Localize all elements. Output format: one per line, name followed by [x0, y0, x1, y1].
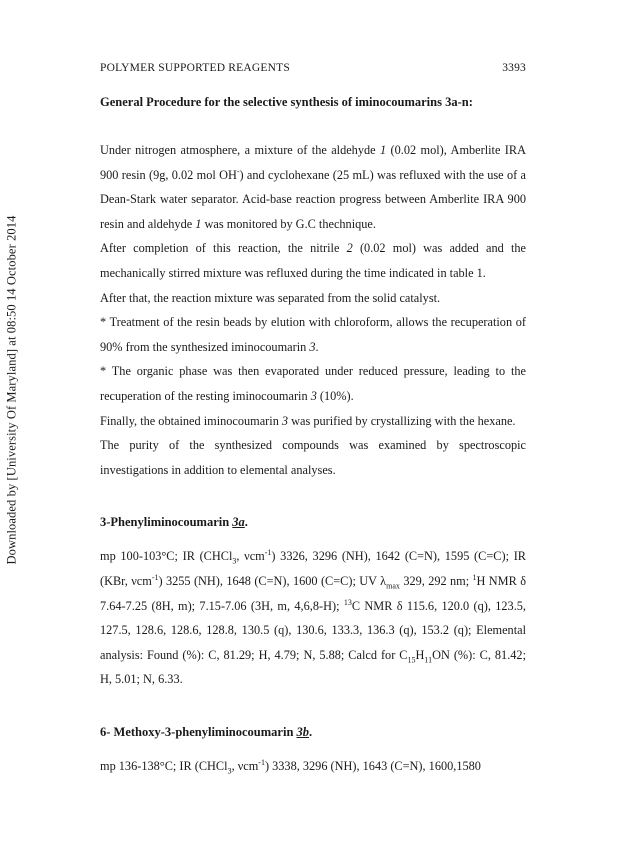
compound-3a-data: mp 100-103°C; IR (CHCl$_3$, νcm$^{-1}$) 3326, 3296 (NH), 1642 (C=N), 1595 (C=C); IR (KBr, νcm$^{-1}$) 3255 (NH), 1648 (C=N), 1600 (C=C); UV $\lambda_{max}$ 329, 292 nm; $^1$H NMR δ 7.64-7.25 (8H, m); 7.15-7.06 (3H, m, 4,6,8-H); $^{13}$C NMR δ 115.6, 120.0 (q), 123.5, 127.5, 128.6, 128.6, 128.8, 130.5 (q), 130.6, 133.3, 136.3 (q), 153.2 (q); Elemental analysis: Found (%): C, 81.29; H, 4.79; N, 5.88; Calcd for $C_{15}H_{11}ON$ (%): C, 81.42; H, 5.01; N, 6.33. [100, 548, 526, 687]
download-watermark-text: Downloaded by [University Of Maryland] at 08:50 14 October 2014 [4, 215, 19, 565]
paragraph-purity: The purity of the synthesized compounds was examined by spectroscopic investigations in addition to elemental analyses. [100, 438, 526, 477]
paragraph-conditions: Under nitrogen atmosphere, a mixture of the aldehyde 1 (0.02 mol), Amberlite IRA 900 resin (9g, 0.02 mol OH-) and cyclohexane (25 mL) was refluxed with the use of a Dean-Stark water separator. Acid-base reaction progress between Amberlite IRA 900 resin and aldehyde 1 was monitored by G.C thechnique. [100, 143, 526, 231]
paragraph-resin-elution: * Treatment of the resin beads by elution with chloroform, allows the recuperation of 90% from the synthesized iminocoumarin 3. [100, 315, 526, 354]
paragraph-nitrile-addition: After completion of this reaction, the nitrile 2 (0.02 mol) was added and the mechanically stirred mixture was refluxed during the time indicated in table 1. [100, 241, 526, 280]
download-watermark [2, 150, 22, 630]
compound-3a-ref: 3a [232, 515, 245, 530]
paragraph-crystallization: Finally, the obtained iminocoumarin 3 was purified by crystallizing with the hexane. [100, 413, 516, 428]
paragraph-organic-phase: * The organic phase was then evaporated under reduced pressure, leading to the recuperation of the resting iminocoumarin 3 (10%). [100, 364, 526, 403]
running-header [100, 62, 526, 78]
compound-3a-title: 3-Phenyliminocoumarin 3a. [100, 515, 248, 530]
compound-3b-ref: 3b [296, 724, 310, 739]
compound-3b-title: 6- Methoxy-3-phenyliminocoumarin 3b. [100, 724, 313, 739]
running-title: POLYMER SUPPORTED REAGENTS [100, 62, 290, 74]
compound-3b-data: mp 136-138°C; IR (CHCl$_3$, νcm$^{-1}$) 3338, 3296 (NH), 1643 (C=N), 1600,1580 [100, 757, 481, 776]
page-number: 3393 [502, 62, 526, 74]
paragraph-separation: After that, the reaction mixture was separated from the solid catalyst. [100, 290, 441, 305]
journal-page [100, 62, 526, 778]
section-heading: General Procedure for the selective synthesis of iminocoumarins 3a-n: [100, 95, 473, 109]
